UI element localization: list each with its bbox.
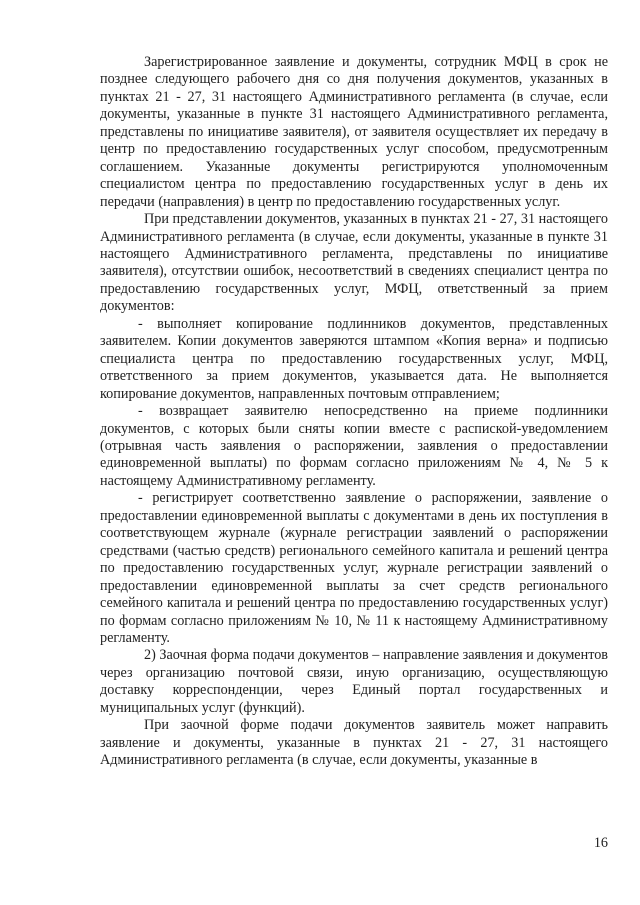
paragraph-remote-application: При заочной форме подачи документов заявитель может направить заявление и документы, указанные в пунктах 21 - 27, 31 настоящего Административного регламента (в случае, если документы, указанные в: [100, 717, 608, 769]
list-item-return-originals: - возвращает заявителю непосредственно на приеме подлинники документов, с которых были сняты копии вместе с распиской-уведомлением (отрывная часть заявления о распоряжении, заявления о предоставлении единовременной выплаты) по формам согласно приложениям № 4, № 5 к настоящему Административному регламенту.: [100, 403, 608, 489]
paragraph-remote-submission: 2) Заочная форма подачи документов – направление заявления и документов через организацию почтовой связи, иную организацию, осуществляющую доставку корреспонденции, через Единый портал государственных и муниципальных услуг (функций).: [100, 647, 608, 716]
list-item-registration-journal: - регистрирует соответственно заявление о распоряжении, заявление о предоставлении единовременной выплаты с документами в день их поступления в соответствующем журнале (журнале регистрации заявлений о распоряжении средствами (частью средств) регионального семейного капитала и решений центра по предоставлению государственных услуг, журнале регистрации заявлений о предоставлении единовременной выплаты за счет средств регионального семейного капитала и решений центра по предоставлению государственных услуг) по формам согласно приложениям № 10, № 11 к настоящему Административному регламенту.: [100, 490, 608, 646]
paragraph-document-submission: При представлении документов, указанных в пунктах 21 - 27, 31 настоящего Административного регламента (в случае, если документы, указанные в пункте 31 настоящего Административного регламента, представлены по инициативе заявителя), отсутствии ошибок, несоответствий в сведениях специалист центра по предоставлению государственных услуг, МФЦ, ответственный за прием документов:: [100, 211, 608, 315]
list-item-copying: - выполняет копирование подлинников документов, представленных заявителем. Копии документов заверяются штампом «Копия верна» и подписью специалиста центра по предоставлению государственных услуг, МФЦ, ответственного за прием документов, указывается дата. Не выполняется копирование документов, направленных почтовым отправлением;: [100, 315, 608, 402]
document-body: [100, 54, 608, 770]
page-number: 16: [593, 835, 608, 851]
paragraph-registration-transfer: Зарегистрированное заявление и документы, сотрудник МФЦ в срок не позднее следующего рабочего дня со дня получения документов, указанных в пунктах 21 - 27, 31 настоящего Административного регламента (в случае, если документы, указанные в пункте 31 настоящего Административного регламента, представлены по инициативе заявителя), от заявителя осуществляет их передачу в центр по предоставлению государственных услуг способом, предусмотренным соглашением. Указанные документы регистрируются уполномоченным специалистом центра по предоставлению государственных услуг в день их передачи (направления) в центр по предоставлению государственных услуг.: [100, 54, 608, 210]
